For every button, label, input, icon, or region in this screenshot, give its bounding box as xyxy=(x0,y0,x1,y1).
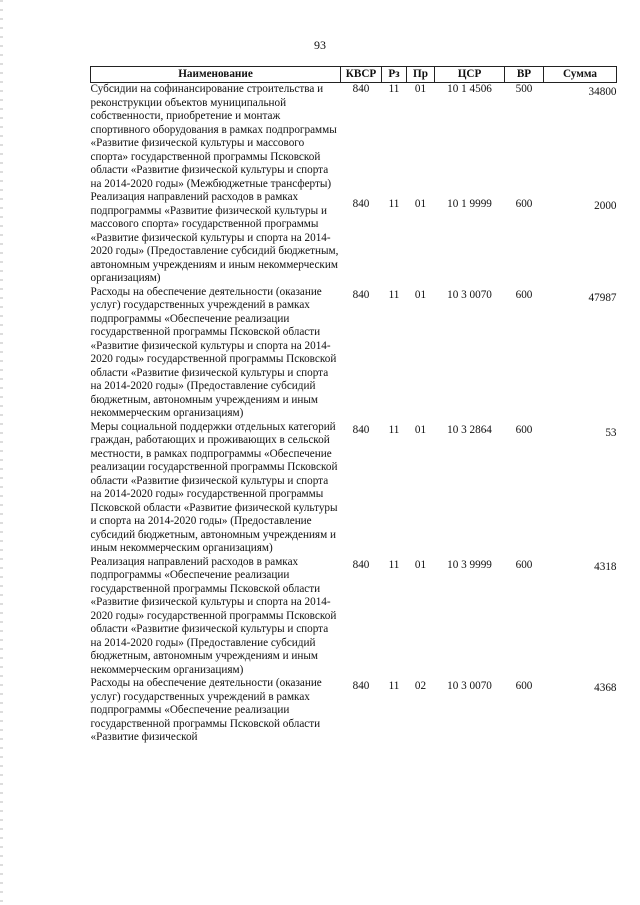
header-name: Наименование xyxy=(91,67,341,83)
table-row xyxy=(91,556,617,678)
header-csr: ЦСР xyxy=(435,67,505,83)
row-rz: 11 xyxy=(388,83,400,95)
row-rz: 11 xyxy=(388,558,400,571)
row-name: Меры социальной поддержки отдельных категорий граждан, работающих и проживающих в сельской местности, в рамках подпрограммы «Обеспечение реализации государственной программы Псковской области «Развитие физической культуры и спорта на 2014-2020 годы» государственной программы Псковской области «Развитие физической культуры и спорта на 2014-2020 годы» (Предоставление субсидий бюджетным, автономным учреждениям и иным некоммерческим организациям) xyxy=(90,420,338,554)
row-vr: 600 xyxy=(515,423,533,436)
scan-edge-artifact xyxy=(0,0,3,905)
table-row xyxy=(91,286,617,421)
row-sum: 2000 xyxy=(594,200,617,212)
page-number: 93 xyxy=(314,38,326,52)
row-vr: 600 xyxy=(515,288,533,301)
row-kvsr: 840 xyxy=(352,680,370,692)
row-pr: 01 xyxy=(414,288,427,301)
row-sum: 53 xyxy=(605,426,617,439)
row-pr: 01 xyxy=(414,558,427,571)
row-kvsr: 840 xyxy=(352,558,370,571)
budget-table xyxy=(90,66,617,745)
row-rz: 11 xyxy=(388,288,400,301)
row-pr: 02 xyxy=(414,680,427,692)
row-vr: 500 xyxy=(515,83,533,95)
table-row xyxy=(91,421,617,556)
table-row xyxy=(91,677,617,745)
row-sum: 4318 xyxy=(594,560,617,573)
header-sum: Сумма xyxy=(544,67,617,83)
row-vr: 600 xyxy=(515,198,533,210)
row-csr: 10 1 4506 xyxy=(447,83,492,95)
row-kvsr: 840 xyxy=(352,288,370,301)
row-csr: 10 3 2864 xyxy=(447,423,492,436)
header-kvsr: КВСР xyxy=(341,67,382,83)
row-pr: 01 xyxy=(414,198,427,210)
row-name: Реализация направлений расходов в рамках подпрограммы «Обеспечение реализации государственной программы Псковской области «Развитие физической культуры и спорта на 2014-2020 годы» государственной программы Псковской области «Развитие физической культуры и спорта на 2014-2020 годы» (Предоставление субсидий бюджетным, автономным учреждениям и иным некоммерческим организациям) xyxy=(90,555,337,676)
row-name: Субсидии на софинансирование строительства и реконструкции объектов муниципальной собственности, приобретение и монтаж спортивного оборудования в рамках подпрограммы «Развитие физической культуры и массового спорта» государственной программы Псковской области «Развитие физической культуры и спорта на 2014-2020 годы» (Межбюджетные трансферты) xyxy=(90,83,337,190)
header-vr: ВР xyxy=(505,67,544,83)
table-header-row xyxy=(91,67,617,83)
row-rz: 11 xyxy=(388,680,400,692)
row-name: Расходы на обеспечение деятельности (оказание услуг) государственных учреждений в рамках подпрограммы «Обеспечение реализации государственной программы Псковской области «Развитие физической культуры и спорта на 2014-2020 годы» государственной программы Псковской области «Развитие физической культуры и спорта на 2014-2020 годы» (Предоставление субсидий бюджетным, автономным учреждениям и иным некоммерческим организациям) xyxy=(90,285,337,419)
row-name: Реализация направлений расходов в рамках подпрограммы «Развитие физической культуры и массового спорта» государственной программы «Развитие физической культуры и спорта на 2014-2020 годы» (Предоставление субсидий бюджетным, автономным учреждениям и иным некоммерческим организациям) xyxy=(90,191,339,284)
header-pr: Пр xyxy=(407,67,435,83)
row-vr: 600 xyxy=(515,558,533,571)
row-csr: 10 3 0070 xyxy=(447,288,492,301)
row-kvsr: 840 xyxy=(352,423,370,436)
row-sum: 4368 xyxy=(594,682,617,694)
row-sum: 34800 xyxy=(588,86,617,98)
row-rz: 11 xyxy=(388,423,400,436)
row-rz: 11 xyxy=(388,198,400,210)
row-csr: 10 3 9999 xyxy=(447,558,492,571)
row-pr: 01 xyxy=(414,83,427,95)
row-kvsr: 840 xyxy=(352,83,370,95)
row-name: Расходы на обеспечение деятельности (оказание услуг) государственных учреждений в рамках подпрограммы «Обеспечение реализации государственной программы Псковской области «Развитие физической xyxy=(90,677,322,743)
row-kvsr: 840 xyxy=(352,198,370,210)
table-row xyxy=(91,83,617,192)
row-csr: 10 3 0070 xyxy=(447,680,492,692)
header-rz: Рз xyxy=(382,67,407,83)
row-vr: 600 xyxy=(515,680,533,692)
table-row xyxy=(91,191,617,286)
row-sum: 47987 xyxy=(588,291,617,304)
row-csr: 10 1 9999 xyxy=(447,198,492,210)
row-pr: 01 xyxy=(414,423,427,436)
